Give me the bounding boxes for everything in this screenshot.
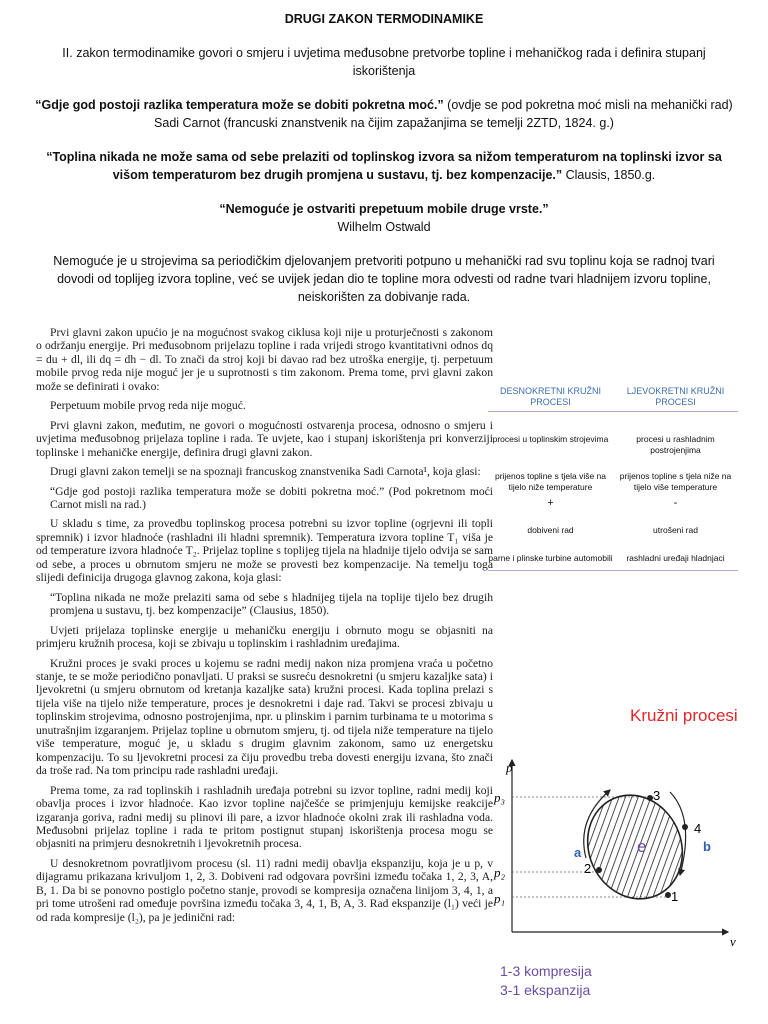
table-cell: parne i plinske turbine automobili: [488, 553, 613, 563]
table-cell: +: [547, 497, 554, 509]
table-row: [488, 471, 738, 492]
p-axis-label: p: [506, 760, 513, 775]
header-section: [0, 0, 768, 306]
table-cell: procesi u rashladnim postrojenjima: [636, 434, 715, 455]
clausius-quote: “Toplina nikada ne može sama od sebe prelaziti od toplinskog izvora sa nižom temperaturom na toplinski izvor sa višom temperaturom bez drugih promjena u sustavu, tj. bez kompenzacije.”: [46, 150, 722, 182]
cycle-area: [571, 780, 702, 915]
point-2: [596, 867, 602, 873]
book-paragraph: U skladu s time, za provedbu toplinskog procesa potrebni su izvor topline (ogrjevni ili topli spremnik) i izvor hladnoće (rashladni ili hladni spremnik). Temperatura izvora topline T₁ viša je od temperature izvora hladnoće T₂. Prijelaz topline s toplijeg tijela na hladnije tijelo odvija se sam od sebe, a proces u obrnutom smjeru ne može se provesti bez kompenzacije. Na temelju toga slijedi definicija drugoga glavnog zakona, koja glasi:: [36, 517, 493, 585]
table-cell: rashladni uređaji hladnjaci: [626, 553, 725, 563]
table-cell: prijenos topline s tjela više na tijelo niže temperature: [494, 471, 607, 492]
page-title: DRUGI ZAKON TERMODINAMIKE: [284, 12, 484, 26]
v-axis-label: v: [730, 934, 736, 949]
clausius-quote-line: [0, 148, 768, 184]
table-cell: utrošeni rad: [653, 524, 698, 535]
point-4: [682, 824, 688, 830]
book-paragraph: Uvjeti prijelaza toplinske energije u mehaničku energiju i obrnuto mogu se objasniti na primjeru kružnih procesa, koji se zbivaju u toplinskim i rashladnim uređajima.: [36, 623, 493, 651]
table-cell: -: [673, 497, 678, 509]
table-cell: dobiveni rad: [527, 524, 574, 535]
second-law-statement: Nemoguće je u strojevima sa periodičkim djelovanjem pretvoriti potpuno u mehanički rad svu toplinu koja se radnoj tvari dovodi od toplijeg izvora topline, već se uvijek jedan dio te topline mora odvesti od radne tvari hladnijem izvoru topline, neiskorišten za dobivanje rada.: [53, 254, 715, 304]
table-cell: procesi u toplinskim strojevima: [492, 434, 609, 444]
book-paragraph: Prema tome, za rad toplinskih i rashladnih uređaja potrebni su izvor topline, radni medij koji obavlja proces i izvor hladnoće. Kao izvor topline najčešće se primjenjuju kemijske reakcije izgaranja goriva, radni medij su plinovi ili pare, a izvor hladnoće okolni zrak ili rashladna voda. Međusobni prijelaz topline i rada te pritom postignut stupanj iskorištenja procesa mogu se objasniti na primjeru desnokretnih i ljevokretnih procesa.: [36, 783, 493, 851]
point-2-label: 2: [584, 861, 592, 876]
point-3-label: 3: [653, 788, 661, 803]
carnot-note: (ovdje se pod pokretna moć misli na mehanički rad): [443, 98, 733, 112]
book-paragraph: U desnokretnom povratljivom procesu (sl. 11) radni medij obavlja ekspanziju, koja je u p, v dijagramu prikazana krivuljom 1, 2, 3. Dobiveni rad odgovara površini između točaka 1, 2, 3, A, B, 1. Da bi se ponovno postiglo početno stanje, provodi se kompresija označena linijom 3, 4, 1, a pri tome utrošeni rad omeđuje površina između točaka 3, 4, 1, B, A, 3. Rad ekspanzije (l₁) veći je od rada kompresije (l₂), pa je jedinični rad:: [36, 856, 493, 924]
col1-header: DESNOKRETNI KRUŽNI PROCESI: [499, 386, 601, 407]
carnot-quote: “Gdje god postoji razlika temperatura može se dobiti pokretna moć.”: [35, 98, 444, 112]
book-quote: “Toplina nikada ne može prelaziti sama od sebe s hladnijeg tijela na toplije tijelo bez drugih promjena u sustavu, tj. bez kompenzacije” (Clausius, 1850).: [50, 590, 493, 618]
comparison-table: [488, 386, 738, 571]
table-row: [488, 434, 738, 455]
col2-header: LJEVOKRETNI KRUŽNI PROCESI: [626, 386, 725, 407]
table-header: [488, 386, 738, 412]
point-1-label: 1: [671, 889, 679, 904]
book-paragraph: Prvi glavni zakon upućio je na mogućnost svakog ciklusa koji nije u proturječnosti s zakonom o održanju energije. Pri međusobnom prijelazu topline i rada vrijedi strogo kvantitativni odnos dq = du + dl, ili dq = dh − dl. To znači da stroj koji bi davao rad bez utroška energije, tj. perpetuum mobile prvog reda nije moguć jer je u suprotnosti s tim zakonom. Prema tome, prvi glavni zakon može se definirati i ovako:: [36, 326, 493, 393]
p1-label: p₁: [494, 891, 506, 906]
label-b: b: [703, 839, 711, 854]
ostwald-author: Wilhelm Ostwald: [337, 220, 431, 234]
diagram-legend: [500, 962, 592, 1000]
table-row: [488, 498, 738, 509]
label-e: e: [637, 837, 647, 856]
p2-label: p₂: [494, 865, 506, 880]
book-paragraph: Perpetuum mobile prvog reda nije moguć.: [50, 399, 246, 413]
table-row: [488, 553, 738, 571]
label-a: a: [574, 845, 582, 860]
intro-text: II. zakon termodinamike govori o smjeru i uvjetima međusobne pretvorbe topline i mehaničkog rada i definira stupanj iskorištenja: [62, 46, 706, 78]
book-quote: “Gdje god postoji razlika temperatura može se dobiti pokretna moć.” (Pod pokretnom moći Carnot misli na rad.): [50, 484, 493, 511]
legend-compression: 1-3 kompresija: [500, 963, 592, 979]
table-row: [488, 525, 738, 536]
legend-expansion: 3-1 ekspanzija: [500, 982, 591, 998]
diagram-title: Kružni procesi: [630, 706, 738, 725]
scanned-textbook-page: [36, 326, 493, 1016]
carnot-author: Sadi Carnot (francuski znanstvenik na čijim zapažanjima se temelji 2ZTD, 1824. g.): [154, 116, 614, 130]
p3-label: p₃: [494, 790, 506, 805]
clausius-author: Clausis, 1850.g.: [562, 168, 656, 182]
carnot-quote-line: [0, 96, 768, 114]
ostwald-quote: “Nemoguće je ostvariti prepetuum mobile druge vrste.”: [219, 202, 549, 216]
book-paragraph: Prvi glavni zakon, međutim, ne govori o mogućnosti ostvarenja procesa, odnosno o smjeru i uvjetima međusobnog prijelaza topline i rada. Te uvjete, kao i stupanj iskorištenja pri konverziji toplinske i mehaničke energije, definira drugi glavni zakon.: [36, 418, 493, 459]
book-paragraph: Drugi glavni zakon temelji se na spoznaji francuskog znanstvenika Sadi Carnota¹, koja glasi:: [50, 465, 481, 479]
table-cell: prijenos topline s tjela niže na tijelo više temperature: [619, 471, 732, 492]
point-4-label: 4: [694, 821, 702, 836]
book-paragraph: Kružni proces je svaki proces u kojemu se radni medij nakon niza promjena vraća u početno stanje, te se može periodično ponavljati. U praksi se susreću desnokretni (u smjeru kazaljke sata) i ljevokretni (u smjeru obrnutom od kretanja kazaljke sata) kružni procesi. Kada toplina prelazi s tijela više na tijelo niže temperature, proces je desnokretni i daje rad. Takvi se procesi zbivaju u toplinskim strojevima, odnosno postrojenjima, npr. u plinskim i parnim turbinama te u motorima s unutrašnjim izgaranjem. Prijelaz topline u obrnutom smjeru, tj. od tijela niže temperature na tijelo više temperature, moguć je, u skladu s drugim glavnim zakonom, samo uz energetsku kompenzaciju. To su ljevokretni procesi za čiju provedbu treba dovesti energiju izvana, što znači da troše rad. Na tom principu rade rashladni uređaji.: [36, 656, 493, 778]
